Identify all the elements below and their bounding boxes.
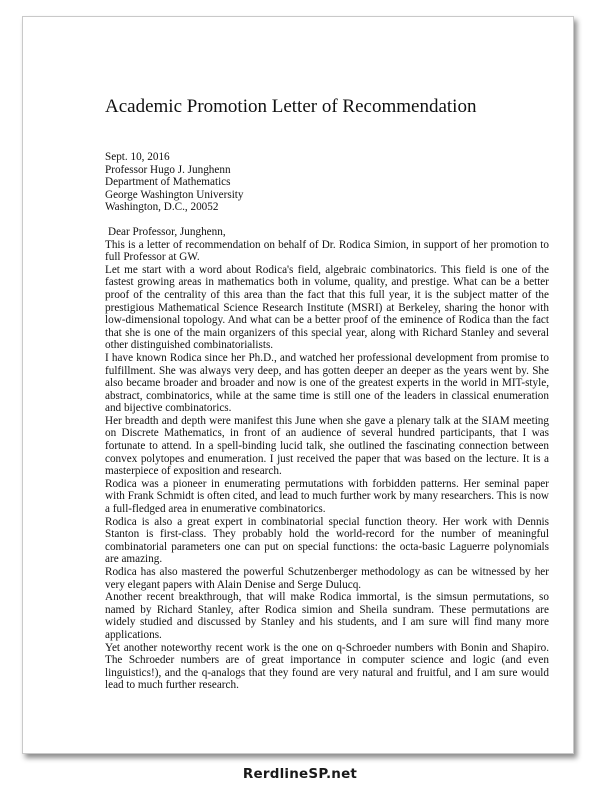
salutation: Dear Professor, Junghenn,	[108, 225, 226, 238]
letter-content	[105, 95, 549, 692]
letter-date: Sept. 10, 2016	[105, 151, 170, 163]
paragraph-schutzenberger: Rodica has also mastered the powerful Schutzenberger methodology as can be witnessed by her very elegant papers with Alain Denise and Serge Dulucq.	[105, 566, 549, 591]
letter-page	[22, 16, 574, 754]
recipient-department: Department of Mathematics	[105, 176, 231, 189]
paragraph-siam-talk: Her breadth and depth were manifest this June when she gave a plenary talk at the SIAM meeting on Discrete Mathematics, in front of an audience of several hundred participants, that I was fortunate to attend. In a spell-binding lucid talk, she outlined the fascinating connection between convex polytopes and enumeration. I just received the paper that was based on the lecture. It is a masterpiece of exposition and research.	[105, 414, 549, 478]
paragraph-field: Let me start with a word about Rodica's field, algebraic combinatorics. This field is one of the fastest growing areas in mathematics both in volume, quality, and prestige. What can be a better proof of the centrality of this area than the fact that this full year, it is the subject matter of the prestigious Mathematical Science Research Institute (MSRI) at Berkeley, sharing the honor with low-dimensional topology. And what can be a better proof of the eminence of Rodica than the fact that she is one of the main organizers of this special year, along with Richard Stanley and several other distinguished combinatorialists.	[105, 263, 549, 352]
paragraph-simsun: Another recent breakthrough, that will make Rodica immortal, is the simsun permutations, so named by Richard Stanley, after Rodica simion and Sheila sundram. These permutations are widely studied and discussed by Stanley and his students, and I am sure will find many more applications.	[105, 591, 549, 641]
paragraph-schroeder: Yet another noteworthy recent work is the one on q-Schroeder numbers with Bonin and Shapiro. The Schroeder numbers are of great importance in computer science and logic (and even linguistics!), and the q-analogs that they found are very natural and fruitful, and I am sure would lead to much further research.	[105, 641, 549, 692]
paragraph-background: I have known Rodica since her Ph.D., and watched her professional development from promise to fulfillment. She was always very deep, and has gotten deeper an deeper as the years went by. She also became broader and broader and now is one of the greatest experts in the world in MIT-style, abstract, combinatorics, while at the same time is still one of the leaders in classical enumeration and bijective combinatorics.	[105, 351, 549, 415]
letter-title: Academic Promotion Letter of Recommendation	[105, 96, 477, 117]
letter-body	[105, 226, 549, 692]
paragraph-intro: This is a letter of recommendation on behalf of Dr. Rodica Simion, in support of her promotion to full Professor at GW.	[105, 238, 549, 264]
paragraph-special-functions: Rodica is also a great expert in combinatorial special function theory. Her work with Dennis Stanton is first-class. They probably hold the world-record for the number of meaningful combinatorial parameters one can put on special functions: the octa-basic Laguerre polynomials are amazing.	[105, 515, 549, 566]
recipient-name: Professor Hugo J. Junghenn	[105, 163, 231, 176]
address-block	[105, 151, 549, 214]
site-watermark: RerdlineSP.net	[242, 766, 358, 782]
paragraph-permutations: Rodica was a pioneer in enumerating permutations with forbidden patterns. Her seminal paper with Frank Schmidt is often cited, and lead to much further work by many researchers. This is now a full-fledged area in enumerative combinatorics.	[105, 477, 549, 516]
recipient-university: George Washington University	[105, 188, 244, 201]
recipient-city: Washington, D.C., 20052	[105, 201, 219, 214]
